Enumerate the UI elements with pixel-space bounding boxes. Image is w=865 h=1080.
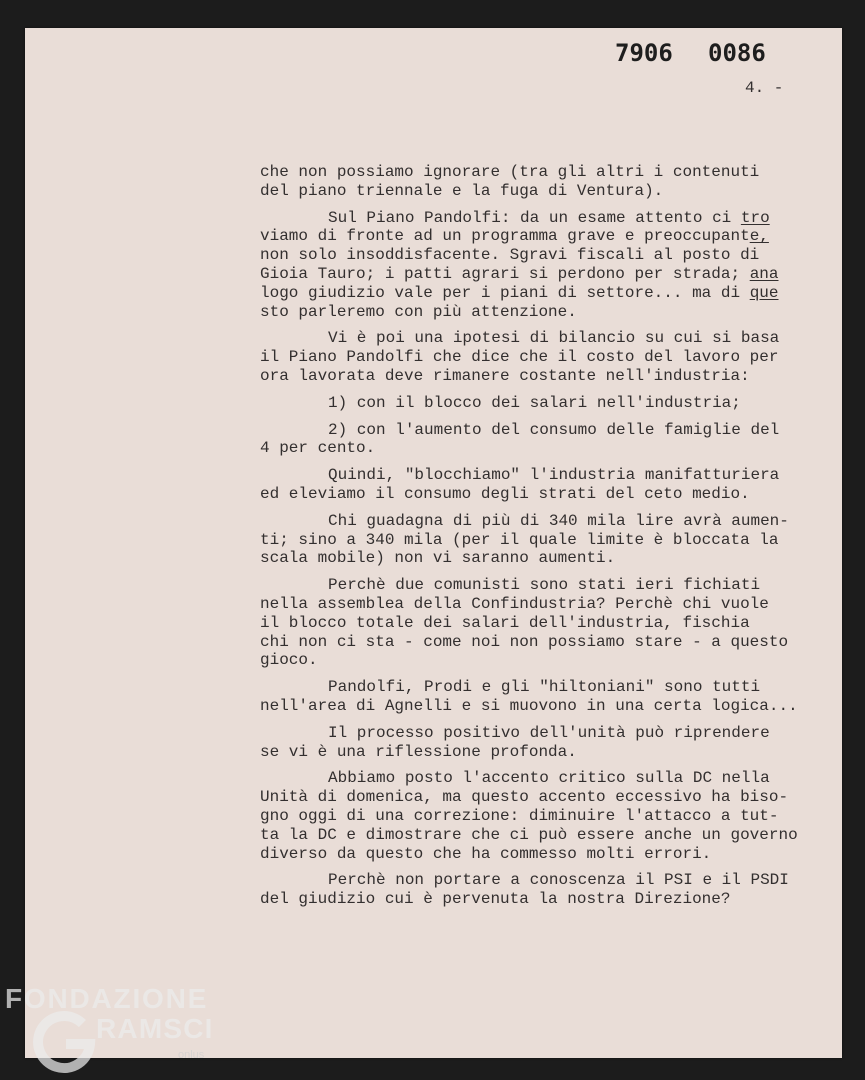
text-line: 2) con l'aumento del consumo delle famiglie del <box>328 420 780 439</box>
text-line: ta la DC e dimostrare che ci può essere anche un governo <box>260 825 798 844</box>
document-body <box>260 163 820 917</box>
watermark-onlus: onlus <box>178 1049 205 1061</box>
paragraph <box>260 163 820 201</box>
line-text: viamo di fronte ad un programma grave e preoccupant <box>260 227 750 246</box>
text-line <box>260 284 820 303</box>
text-line: nella assemblea della Confindustria? Perchè chi vuole <box>260 594 769 613</box>
text-line: Chi guadagna di più di 340 mila lire avrà aumen- <box>328 511 789 530</box>
text-line: gioco. <box>260 651 318 670</box>
text-line: nell'area di Agnelli e si muovono in una certa logica... <box>260 696 798 715</box>
text-line: chi non ci sta - come noi non possiamo stare - a questo <box>260 632 789 651</box>
underlined-syllable: e, <box>749 227 769 246</box>
line-text: Sul Piano Pandolfi: da un esame attento ci <box>328 208 741 227</box>
text-line: Quindi, "blocchiamo" l'industria manifatturiera <box>328 466 780 485</box>
paragraph <box>260 871 820 909</box>
g-logo-svg <box>32 1010 96 1074</box>
watermark-gramsci: RAMSCI <box>96 1013 214 1044</box>
text-line: ed eleviamo il consumo degli strati del ceto medio. <box>260 484 750 503</box>
text-line: Perchè due comunisti sono stati ieri fichiati <box>328 576 761 595</box>
underlined-syllable: ana <box>749 264 779 283</box>
archive-stamp-number-right: 0086 <box>708 39 766 67</box>
text-line: 1) con il blocco dei salari nell'industria; <box>328 393 741 412</box>
text-line: Abbiamo posto l'accento critico sulla DC nella <box>328 769 770 788</box>
archive-stamp-number-left: 7906 <box>615 39 673 67</box>
line-text: Gioia Tauro; i patti agrari si perdono per strada; <box>260 264 750 283</box>
text-line: non solo insoddisfacente. Sgravi fiscali al posto di <box>260 246 760 265</box>
text-line: sto parleremo con più attenzione. <box>260 302 577 321</box>
text-line <box>260 227 820 246</box>
paragraph <box>260 769 820 863</box>
gramsci-g-logo-icon <box>32 1010 96 1074</box>
paragraph <box>260 576 820 670</box>
text-line: del piano triennale e la fuga di Ventura). <box>260 181 664 200</box>
paragraph <box>260 512 820 568</box>
watermark-fondazione: FONDAZIONE <box>5 983 209 1014</box>
text-line: il blocco totale dei salari dell'industria, fischia <box>260 613 750 632</box>
text-line: ora lavorata deve rimanere costante nell'industria: <box>260 366 750 385</box>
underlined-syllable: que <box>749 283 779 302</box>
paragraph <box>260 329 820 385</box>
paragraph <box>260 466 820 504</box>
text-line <box>260 265 820 284</box>
text-line: Perchè non portare a conoscenza il PSI e il PSDI <box>328 871 789 890</box>
text-line <box>260 209 820 228</box>
paragraph <box>260 678 820 716</box>
paragraph <box>260 724 820 762</box>
text-line: Unità di domenica, ma questo accento eccessivo ha biso- <box>260 788 789 807</box>
paragraph <box>260 421 820 459</box>
underlined-syllable: tro <box>740 208 770 227</box>
page-number: 4. - <box>745 79 784 97</box>
text-line: del giudizio cui è pervenuta la nostra Direzione? <box>260 890 731 909</box>
text-line: gno oggi di una correzione: diminuire l'attacco a tut- <box>260 806 779 825</box>
text-line: Pandolfi, Prodi e gli "hiltoniani" sono tutti <box>328 678 761 697</box>
paragraph <box>260 394 820 413</box>
text-line: ti; sino a 340 mila (per il quale limite è bloccata la <box>260 530 779 549</box>
text-line: Vi è poi una ipotesi di bilancio su cui si basa <box>328 329 780 348</box>
text-line: se vi è una riflessione profonda. <box>260 742 577 761</box>
g-logo-arc <box>38 1016 90 1068</box>
text-line: che non possiamo ignorare (tra gli altri i contenuti <box>260 163 760 181</box>
line-text: logo giudizio vale per i piani di settore... ma di <box>260 283 750 302</box>
text-line: il Piano Pandolfi che dice che il costo del lavoro per <box>260 348 779 367</box>
text-line: diverso da questo che ha commesso molti errori. <box>260 844 712 863</box>
text-line: 4 per cento. <box>260 439 376 458</box>
text-line: scala mobile) non vi saranno aumenti. <box>260 549 616 568</box>
text-line: Il processo positivo dell'unità può riprendere <box>328 723 770 742</box>
paragraph <box>260 209 820 322</box>
